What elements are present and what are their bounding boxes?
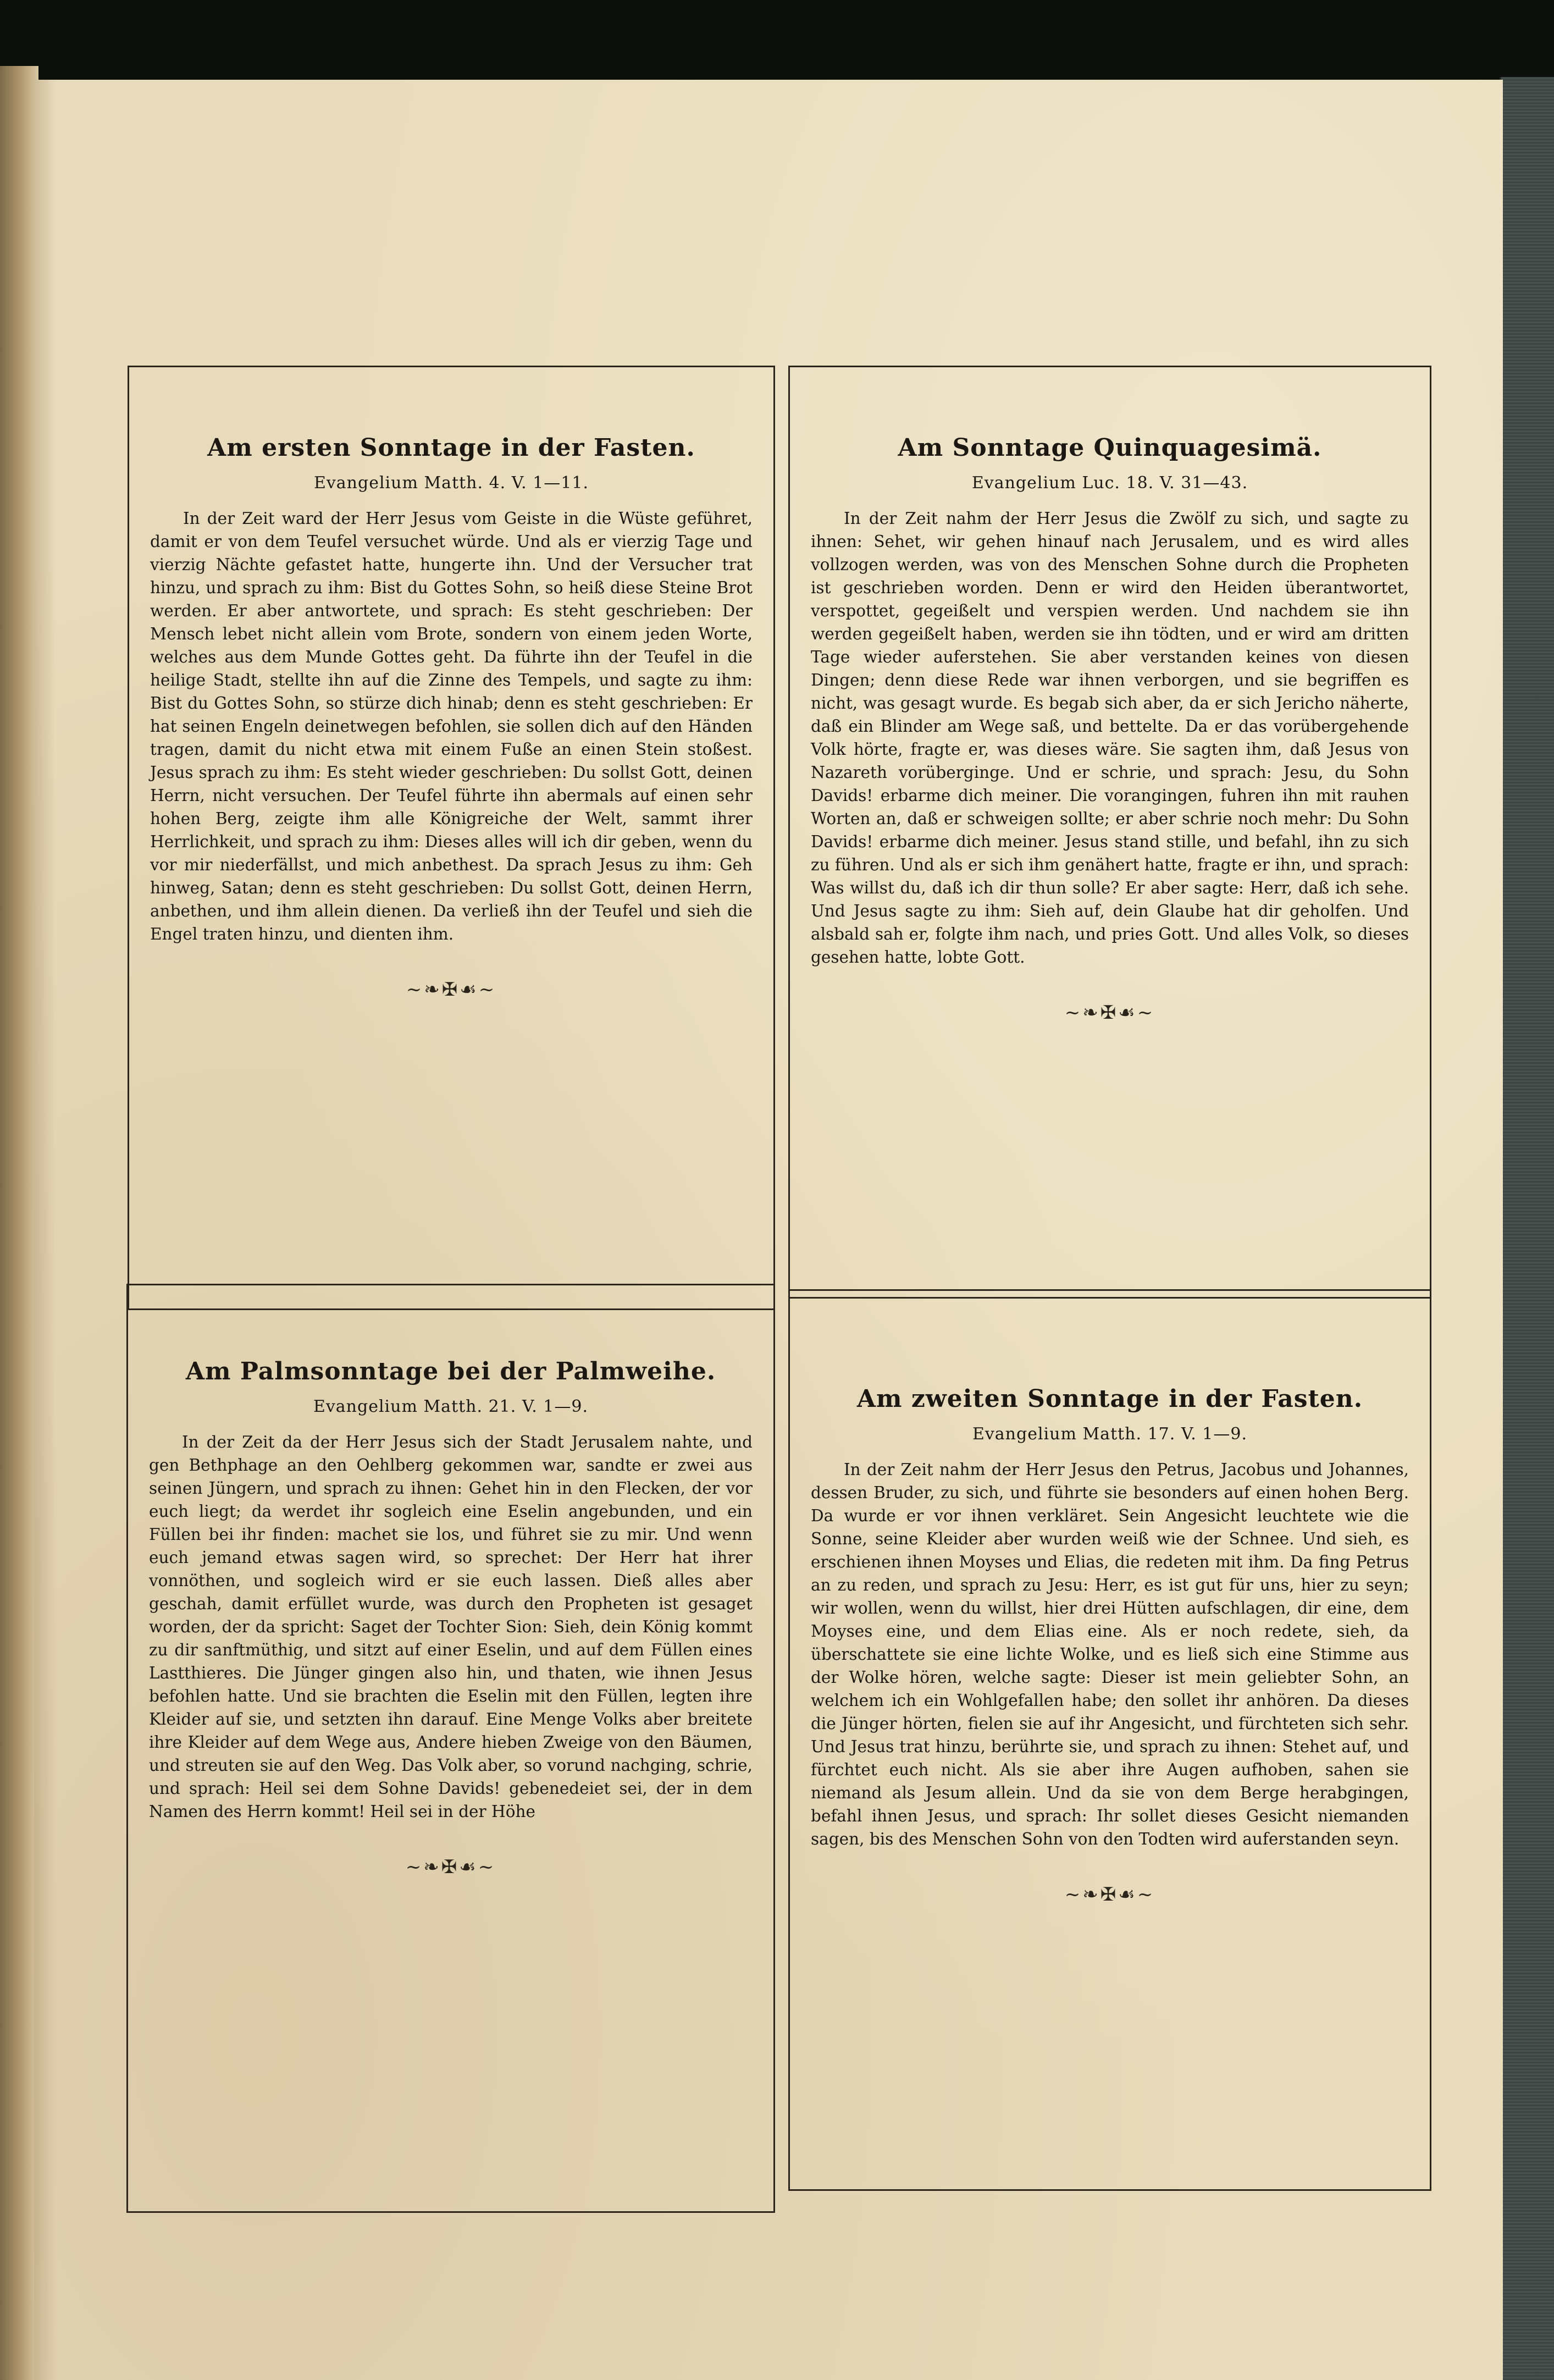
gospel-content <box>811 433 1409 1024</box>
gospel-box-bottom-left <box>126 1284 775 2213</box>
gospel-reference: Evangelium Matth. 4. V. 1—11. <box>313 473 589 493</box>
gospel-title: Am zweiten Sonntage in der Fasten. <box>856 1385 1363 1413</box>
page <box>34 80 1503 2380</box>
ornament-flourish: ~❧✠☙~ <box>1064 1002 1155 1024</box>
gospel-title: Am ersten Sonntage in der Fasten. <box>207 434 695 462</box>
gospel-content <box>811 1384 1409 1906</box>
gospel-reference: Evangelium Matth. 17. V. 1—9. <box>972 1424 1248 1444</box>
gospel-content <box>150 433 753 1001</box>
gospel-title: Am Sonntage Quinquagesimä. <box>898 434 1322 462</box>
ornament-flourish: ~❧✠☙~ <box>1064 1884 1155 1906</box>
gospel-box-top-right <box>788 366 1431 1299</box>
gospel-reference: Evangelium Luc. 18. V. 31—43. <box>971 473 1248 493</box>
gospel-title: Am Palmsonntage bei der Palmweihe. <box>185 1357 716 1385</box>
gospel-box-top-left <box>128 366 775 1310</box>
gospel-text: In der Zeit ward der Herr Jesus vom Geiste in die Wüste geführet, damit er von dem Teufel versuchet würde. Und als er vierzig Tage und vierzig Nächte gefastet hatte, hungerte ihn. Und der Versucher trat hinzu, und sprach zu ihm: Bist du Gottes Sohn, so heiß diese Steine Brot werden. Er aber antwortete, und sprach: Es steht geschrieben: Der Mensch lebet nicht allein vom Brote, sondern von einem jeden Worte, welches aus dem Munde Gottes geht. Da führte ihn der Teufel in die heilige Stadt, stellte ihn auf die Zinne des Tempels, und sagte zu ihm: Bist du Gottes Sohn, so stürze dich hinab; denn es steht geschrieben: Er hat seinen Engeln deinetwegen befohlen, sie sollen dich auf den Händen tragen, damit du nicht etwa mit einem Fuße an einen Stein stoßest. Jesus sprach zu ihm: Es steht wieder geschrieben: Du sollst Gott, deinen Herrn, nicht versuchen. Der Teufel führte ihn abermals auf einen sehr hohen Berg, zeigte ihm alle Königreiche der Welt, sammt ihrer Herrlichkeit, und sprach zu ihm: Dieses alles will ich dir geben, wenn du vor mir niederfällst, und mich anbethest. Da sprach Jesus zu ihm: Geh hinweg, Satan; denn es steht geschrieben: Du sollst Gott, deinen Herrn, anbethen, und ihm allein dienen. Da verließ ihn der Teufel und sieh die Engel traten hinzu, und dienten ihm. <box>150 509 753 943</box>
gospel-reference: Evangelium Matth. 21. V. 1—9. <box>313 1397 589 1416</box>
gospel-text: In der Zeit nahm der Herr Jesus den Petrus, Jacobus und Johannes, dessen Bruder, zu sich, und führte sie besonders auf einen hohen Berg. Da wurde er vor ihnen verkläret. Sein Angesicht leuchtete wie die Sonne, seine Kleider aber wurden weiß wie der Schnee. Und sieh, es erschienen ihnen Moyses und Elias, die redeten mit ihm. Da fing Petrus an zu reden, und sprach zu Jesu: Herr, es ist gut für uns, hier zu seyn; wir wollen, wenn du willst, hier drei Hütten aufschlagen, dir eine, dem Moyses eine, und dem Elias eine. Als er noch redete, sieh, da überschattete sie eine lichte Wolke, und es ließ sich eine Stimme aus der Wolke hören, welche sagte: Dieser ist mein geliebter Sohn, an welchem ich ein Wohlgefallen habe; den sollet ihr anhören. Da dieses die Jünger hörten, fielen sie auf ihr Angesicht, und fürchteten sich sehr. Und Jesus trat hinzu, berührte sie, und sprach zu ihnen: Stehet auf, und fürchtet euch nicht. Als sie aber ihre Augen aufhoben, sahen sie niemand als Jesum allein. Und da sie von dem Berge herabgingen, befahl ihnen Jesus, und sprach: Ihr sollet dieses Gesicht niemanden sagen, bis des Menschen Sohn von den Todten wird auferstanden seyn. <box>811 1460 1409 1848</box>
book-spine <box>0 66 38 2380</box>
gospel-text: In der Zeit nahm der Herr Jesus die Zwölf zu sich, und sagte zu ihnen: Sehet, wir gehen hinauf nach Jerusalem, und es wird alles vollzogen werden, was von des Menschen Sohne durch die Propheten ist geschrieben worden. Denn er wird den Heiden überantwortet, verspottet, gegeißelt und verspien werden. Und nachdem sie ihn werden gegeißelt haben, werden sie ihn tödten, und er wird am dritten Tage wieder auferstehen. Sie aber verstanden keines von diesen Dingen; denn diese Rede war ihnen verborgen, und sie begriffen es nicht, was gesagt wurde. Es begab sich aber, da er sich Jericho näherte, daß ein Blinder am Wege saß, und bettelte. Da er das vorübergehende Volk hörte, fragte er, was dieses wäre. Sie sagten ihm, daß Jesus von Nazareth vorüberginge. Und er schrie, und sprach: Jesu, du Sohn Davids! erbarme dich meiner. Die vorangingen, fuhren ihn mit rauhen Worten an, daß er schweigen sollte; er aber schrie noch mehr: Du Sohn Davids! erbarme dich meiner. Jesus stand stille, und befahl, ihn zu sich zu führen. Und als er sich ihm genähert hatte, fragte er ihn, und sprach: Was willst du, daß ich dir thun solle? Er aber sagte: Herr, daß ich sehe. Und Jesus sagte zu ihm: Sieh auf, dein Glaube hat dir geholfen. Und alsbald sah er, folgte ihm nach, und pries Gott. Und alles Volk, so dieses gesehen hatte, lobte Gott. <box>811 509 1409 967</box>
ornament-flourish: ~❧✠☙~ <box>406 979 497 1001</box>
gospel-box-bottom-right <box>788 1289 1431 2191</box>
ornament-flourish: ~❧✠☙~ <box>405 1856 496 1878</box>
gospel-text: In der Zeit da der Herr Jesus sich der Stadt Jerusalem nahte, und gen Bethphage an den Oehlberg gekommen war, sandte er zwei aus seinen Jüngern, und sprach zu ihnen: Gehet hin in den Flecken, der vor euch liegt; da werdet ihr sogleich eine Eselin angebunden, und ein Füllen bei ihr finden: machet sie los, und führet sie zu mir. Und wenn euch jemand etwas sagen wird, so sprechet: Der Herr hat ihrer vonnöthen, und sogleich wird er sie euch lassen. Dieß alles aber geschah, damit erfüllet wurde, was durch den Propheten ist gesaget worden, der da spricht: Saget der Tochter Sion: Sieh, dein König kommt zu dir sanftmüthig, und sitzt auf einer Eselin, und auf dem Füllen eines Lastthieres. Die Jünger gingen also hin, und thaten, wie ihnen Jesus befohlen hatte. Und sie brachten die Eselin mit den Füllen, legten ihre Kleider auf sie, und setzten ihn darauf. Eine Menge Volks aber breitete ihre Kleider auf dem Wege aus, Andere hieben Zweige von den Bäumen, und streuten sie auf den Weg. Das Volk aber, so vorund nachging, schrie, und sprach: Heil sei dem Sohne Davids! gebenedeiet sei, der in dem Namen des Herrn kommt! Heil sei in der Höhe <box>149 1433 753 1821</box>
gospel-content <box>149 1357 753 1878</box>
book-cover-edge <box>1500 77 1554 2380</box>
